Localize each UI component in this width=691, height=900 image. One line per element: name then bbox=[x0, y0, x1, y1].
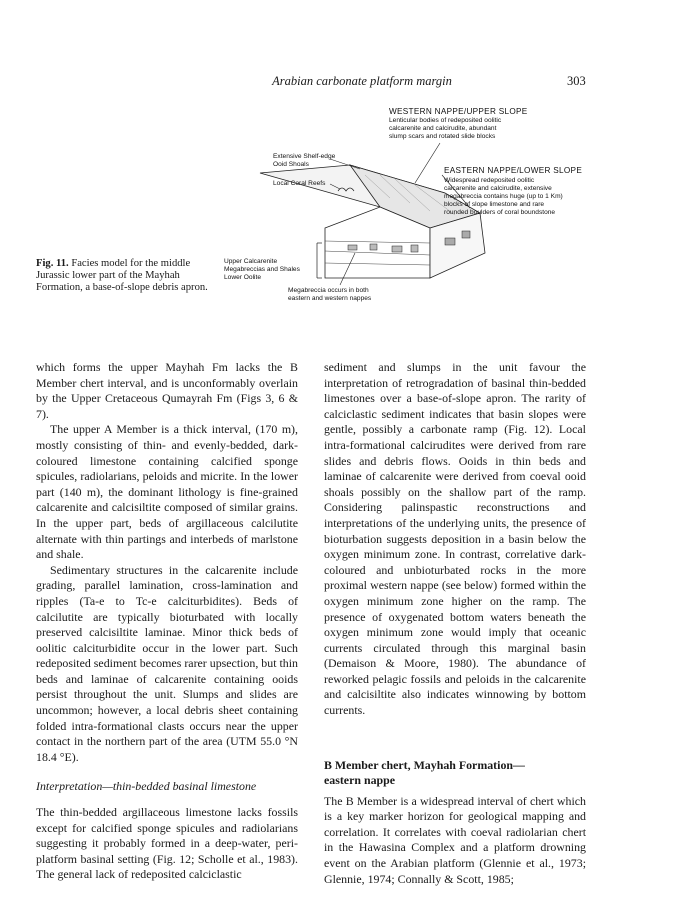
western-nappe-line: calcarenite and calcirudite, abundant bbox=[389, 125, 497, 132]
facies-model-figure bbox=[224, 103, 630, 303]
right-column bbox=[324, 360, 586, 887]
section-heading: B Member chert, Mayhah Formation— eastern nappe bbox=[324, 757, 525, 787]
paragraph: The upper A Member is a thick interval, (170 m), mostly consisting of thin- and evenly-bedded, dark-coloured limestone containing calcified sponge spicules, radiolarians, peloids and micrite. In the lower part (140 m), the dominant lithology is fine-grained calcarenite and calcisiltite composed of similar grains. In the upper part, beds of argillaceous calcilutite alternate with thin partings and interbeds of marlstone and shale. bbox=[36, 422, 298, 562]
western-nappe-heading: WESTERN NAPPE/UPPER SLOPE bbox=[389, 107, 528, 116]
shelf-edge-label: Ooid Shoals bbox=[273, 161, 309, 168]
figure-label: Fig. 11. bbox=[36, 258, 69, 269]
eastern-nappe-line: Widespread redeposited oolitic bbox=[444, 177, 535, 184]
coral-reefs-label: Local Coral Reefs bbox=[273, 180, 326, 187]
shelf-edge-label: Extensive Shelf-edge bbox=[273, 153, 336, 160]
eastern-nappe-line: megabreccia contains huge (up to 1 Km) bbox=[444, 193, 563, 200]
eastern-nappe-heading: EASTERN NAPPE/LOWER SLOPE bbox=[444, 166, 583, 175]
western-nappe-line: slump scars and rotated slide blocks bbox=[389, 133, 496, 140]
caption-text: Facies model for the middle Jurassic lower part of the Mayhah Formation, a base-of-slope debris apron. bbox=[36, 258, 208, 293]
left-column bbox=[36, 360, 298, 883]
strat-unit-label: Lower Oolite bbox=[224, 274, 262, 281]
paragraph: The thin-bedded argillaceous limestone lacks fossils except for calcified sponge spicules and radiolarians suggesting it probably formed in a deep-water, peri-platform basinal setting (Fig. 12; Scholle et al., 1983). The general lack of redeposited calciclastic bbox=[36, 805, 298, 882]
paragraph: which forms the upper Mayhah Fm lacks the B Member chert interval, and is unconformably overlain by the Upper Cretaceous Qumayrah Fm (Figs 3, 6 & 7). bbox=[36, 360, 298, 421]
eastern-nappe-line: calcarenite and calcirudite, extensive bbox=[444, 185, 552, 192]
western-nappe-line: Lenticular bodies of redeposited oolitic bbox=[389, 117, 502, 124]
page-number: 303 bbox=[567, 74, 586, 88]
eastern-nappe-line: rounded boulders of coral boundstone bbox=[444, 209, 556, 216]
eastern-nappe-line: blocks of slope limestone and rare bbox=[444, 201, 545, 208]
megabreccia-note: Megabreccia occurs in both bbox=[288, 287, 369, 294]
figure-caption bbox=[36, 258, 214, 294]
subheading: Interpretation—thin-bedded basinal limestone bbox=[36, 779, 257, 794]
running-title: Arabian carbonate platform margin bbox=[272, 74, 452, 88]
paragraph: The B Member is a widespread interval of chert which is a key marker horizon for geological mapping and correlation. It correlates with coeval radiolarian chert in the Hawasina Complex and a platform drowning event on the Arabian platform (Glennie et al., 1973; Glennie, 1974; Connally & Scott, 1985; bbox=[324, 793, 586, 886]
paragraph: sediment and slumps in the unit favour the interpretation of retrogradation of basinal thin-bedded limestones over a base-of-slope apron. The rarity of calciclastic sediment indicates that basin slopes were gentle, possibly a carbonate ramp (Fig. 12). Local intra-formational calcirudites were derived from rare slides and debris flows. Ooids in thin beds and laminae of calcarenite were derived from coeval ooid shoals possibly on the shallow part of the ramp. Considering palinspastic reconstructions and interpretations of the underlying units, the presence of bioturbation suggests deposition in a basin below the oxygen minimum zone. In contrast, correlative dark-coloured and unbioturbated rocks in the more proximal western nappe (see below) formed within the oxygen minimum zone higher on the ramp. The presence of oxygenated bottom waters beneath the oxygen minimum zone would imply that oceanic currents circulated through this marginal basin (Demaison & Moore, 1980). The abundance of reworked pelagic fossils and peloids in the calcarenite and calcisiltite also indicates winnowing by bottom currents. bbox=[324, 360, 586, 718]
strat-unit-label: Upper Calcarenite bbox=[224, 258, 278, 265]
megabreccia-note: eastern and western nappes bbox=[288, 295, 372, 302]
strat-unit-label: Megabreccias and Shales bbox=[224, 266, 300, 273]
paragraph: Sedimentary structures in the calcarenite include grading, parallel lamination, cross-lamination and ripples (Ta-e to Tc-e calciturbidites). Beds of calcilutite are typically bioturbated with locally preserved calcisiltite laminae. Minor thick beds of oolitic calciturbidite occur in the lower part. Such redeposited sediment becomes rarer upsection, but thin beds and laminae of calcarenite containing ooids persist throughout the unit. Slumps and slides are uncommon; however, a local debris sheet containing folded intra-formational clasts occurs near the upper contact in the northern part of the area (UTM 55.0 °N 18.4 °E). bbox=[36, 562, 298, 764]
